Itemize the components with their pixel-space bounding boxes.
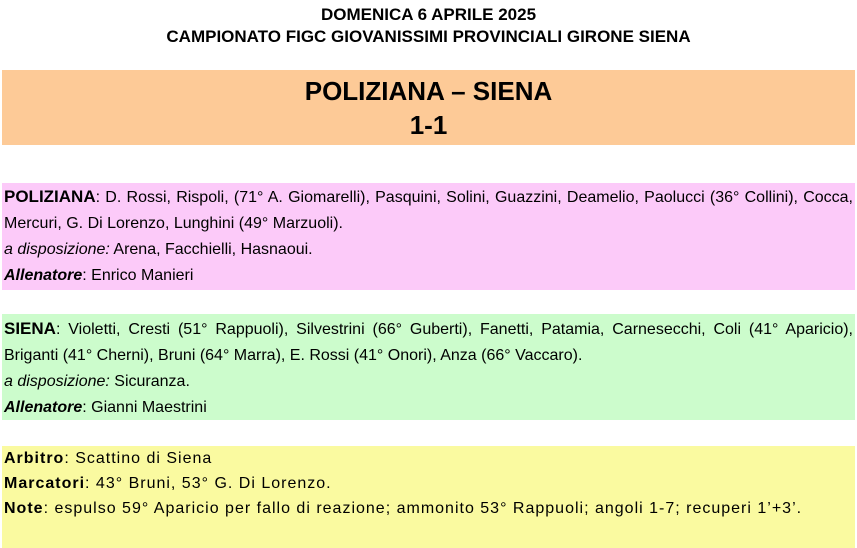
scorers-label: Marcatori	[4, 475, 86, 492]
poliziana-team-name: POLIZIANA	[4, 187, 96, 206]
scorers-list: : 43° Bruni, 53° G. Di Lorenzo.	[85, 475, 332, 492]
referee-label: Arbitro	[4, 450, 65, 467]
notes-label: Note	[4, 500, 44, 517]
championship-title: CAMPIONATO FIGC GIOVANISSIMI PROVINCIALI GIRONE SIENA	[166, 27, 691, 46]
siena-bench-players: Sicuranza.	[109, 373, 190, 390]
siena-bench-label: a disposizione:	[4, 373, 110, 390]
match-teams: POLIZIANA – SIENA	[304, 76, 553, 106]
match-banner	[2, 70, 855, 145]
siena-lineup	[4, 316, 853, 369]
poliziana-coach-label: Allenatore	[4, 267, 83, 284]
poliziana-lineup-box	[2, 183, 855, 290]
siena-bench	[4, 369, 853, 395]
poliziana-coach-name: : Enrico Manieri	[82, 267, 194, 284]
poliziana-bench	[4, 237, 853, 263]
siena-coach	[4, 395, 853, 421]
referee-name: : Scattino di Siena	[64, 450, 213, 467]
notes-line	[4, 496, 853, 521]
siena-team-name: SIENA	[4, 319, 56, 338]
poliziana-coach	[4, 263, 853, 289]
match-date: DOMENICA 6 APRILE 2025	[320, 5, 537, 24]
siena-coach-name: : Gianni Maestrini	[82, 399, 207, 416]
match-score: 1-1	[409, 110, 448, 140]
poliziana-bench-label: a disposizione:	[4, 241, 110, 258]
poliziana-lineup	[4, 184, 853, 237]
siena-players: : Violetti, Cresti (51° Rappuoli), Silvestrini (66° Guberti), Fanetti, Patamia, Carnesecchi, Coli (41° Aparicio), Briganti (41° Cherni), Bruni (64° Marra), E. Rossi (41° Onori), Anza (66° Vaccaro).	[4, 321, 853, 364]
poliziana-bench-players: Arena, Facchielli, Hasnaoui.	[109, 241, 313, 258]
scorers-line	[4, 471, 853, 496]
match-info-box	[2, 446, 855, 548]
poliziana-players: : D. Rossi, Rispoli, (71° A. Giomarelli), Pasquini, Solini, Guazzini, Deamelio, Paolucci (36° Collini), Cocca, Mercuri, G. Di Lorenzo, Lunghini (49° Marzuoli).	[4, 189, 853, 232]
referee-line	[4, 446, 853, 471]
notes-text: : espulso 59° Aparicio per fallo di reazione; ammonito 53° Rappuoli; angoli 1-7; recuperi 1’+3’.	[43, 500, 803, 517]
siena-lineup-box	[2, 314, 855, 420]
siena-coach-label: Allenatore	[4, 399, 83, 416]
